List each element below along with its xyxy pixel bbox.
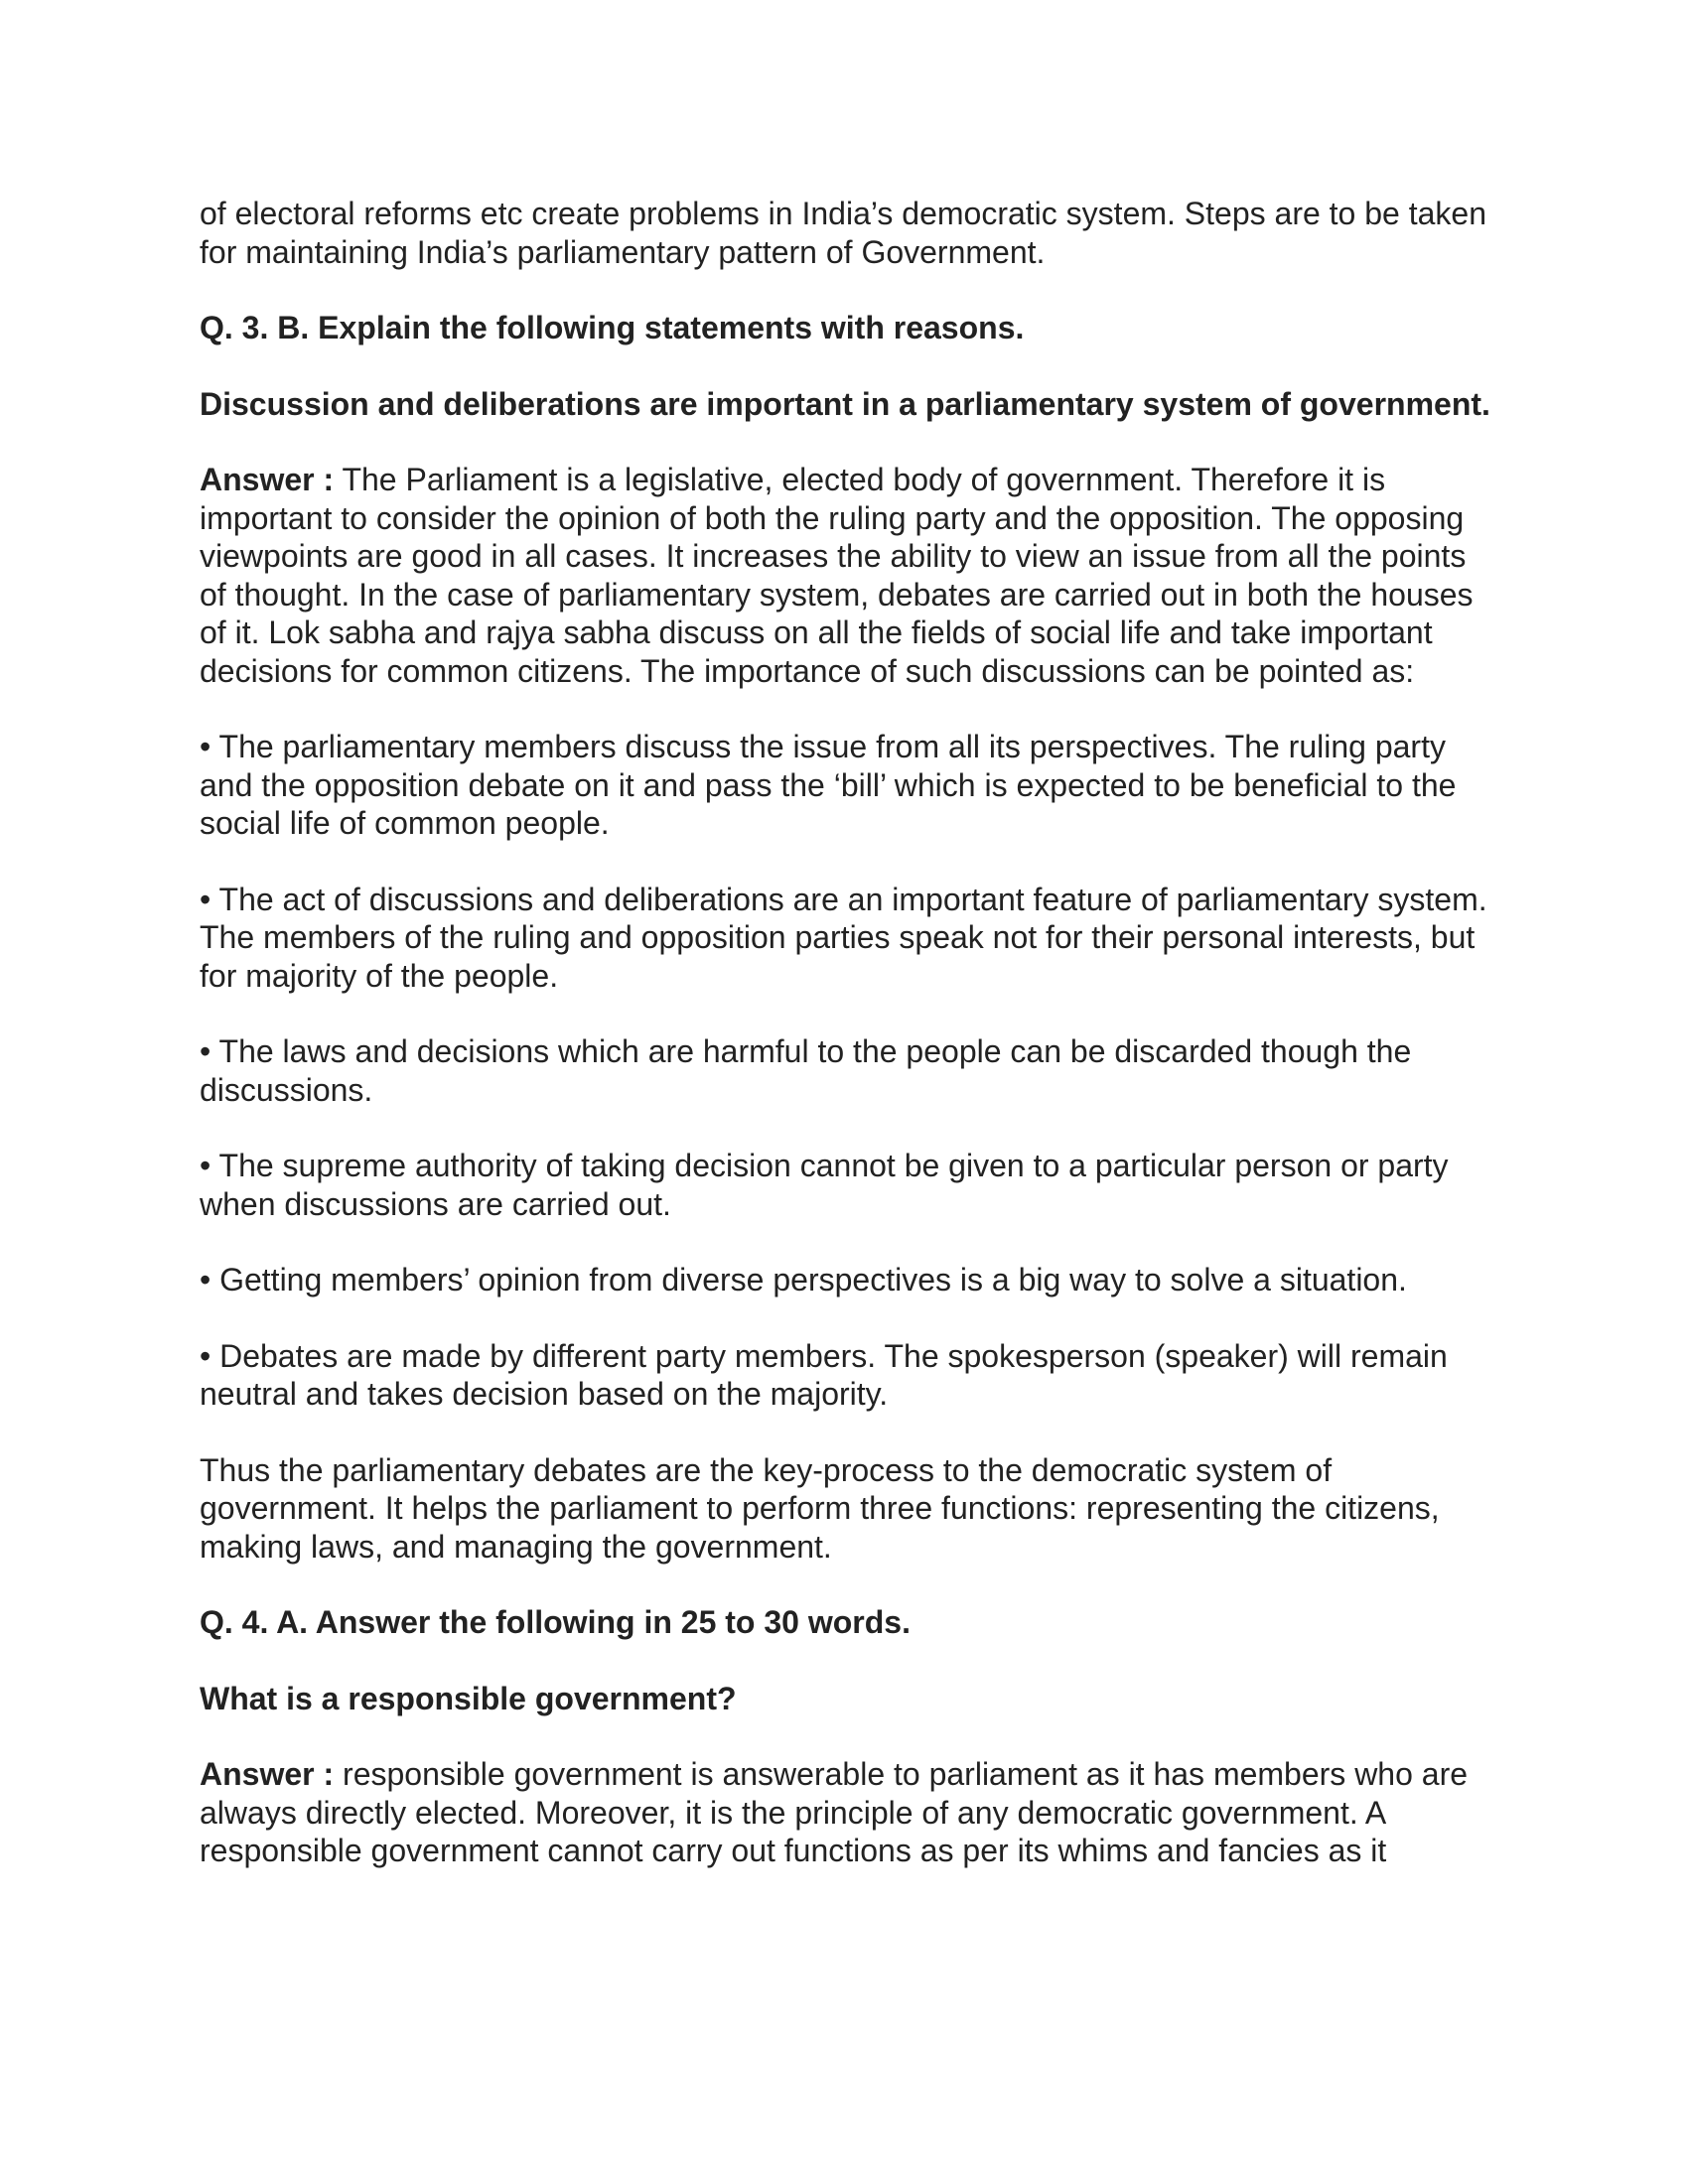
question-3b-heading: Q. 3. B. Explain the following statements with reasons. xyxy=(200,310,1025,345)
bullet-item: • The parliamentary members discuss the issue from all its perspectives. The ruling party and the opposition debate on it and pass the ‘bill’ which is expected to be beneficial to the social life of common people. xyxy=(200,729,1457,841)
answer-label: Answer : xyxy=(200,1756,335,1792)
intro-paragraph: of electoral reforms etc create problems in India’s democratic system. Steps are to be taken for maintaining India’s parliamentary pattern of Government. xyxy=(200,196,1486,270)
document-page xyxy=(200,195,1490,1870)
answer-text: responsible government is answerable to parliament as it has members who are always directly elected. Moreover, it is the principle of any democratic government. A responsible government cannot carry out functions as per its whims and fancies as it xyxy=(200,1756,1469,1868)
bullet-item: • The supreme authority of taking decision cannot be given to a particular person or party when discussions are carried out. xyxy=(200,1148,1449,1222)
bullet-item: • Debates are made by different party members. The spokesperson (speaker) will remain neutral and takes decision based on the majority. xyxy=(200,1337,1448,1412)
answer-text: The Parliament is a legislative, elected body of government. Therefore it is important to consider the opinion of both the ruling party and the opposition. The opposing viewpoints are good in all cases. It increases the ability to view an issue from all the points of thought. In the case of parliamentary system, debates are carried out in both the houses of it. Lok sabha and rajya sabha discuss on all the fields of social life and take important decisions for common citizens. The importance of such discussions can be pointed as: xyxy=(200,462,1474,689)
question-4a-question: What is a responsible government? xyxy=(200,1680,737,1716)
conclusion-paragraph: Thus the parliamentary debates are the key-process to the democratic system of government. It helps the parliament to perform three functions: representing the citizens, making laws, and managing the government. xyxy=(200,1451,1440,1565)
bullet-item: • The act of discussions and deliberations are an important feature of parliamentary system. The members of the ruling and opposition parties speak not for their personal interests, but for majority of the people. xyxy=(200,881,1487,994)
question-4a-answer xyxy=(200,1755,1490,1870)
bullet-item: • Getting members’ opinion from diverse perspectives is a big way to solve a situation. xyxy=(200,1262,1407,1297)
question-3b-answer xyxy=(200,461,1490,690)
bullet-item: • The laws and decisions which are harmful to the people can be discarded though the discussions. xyxy=(200,1033,1412,1108)
question-4a-heading: Q. 4. A. Answer the following in 25 to 30 words. xyxy=(200,1604,911,1640)
question-3b-statement: Discussion and deliberations are important in a parliamentary system of government. xyxy=(200,385,1490,422)
answer-label: Answer : xyxy=(200,462,335,497)
